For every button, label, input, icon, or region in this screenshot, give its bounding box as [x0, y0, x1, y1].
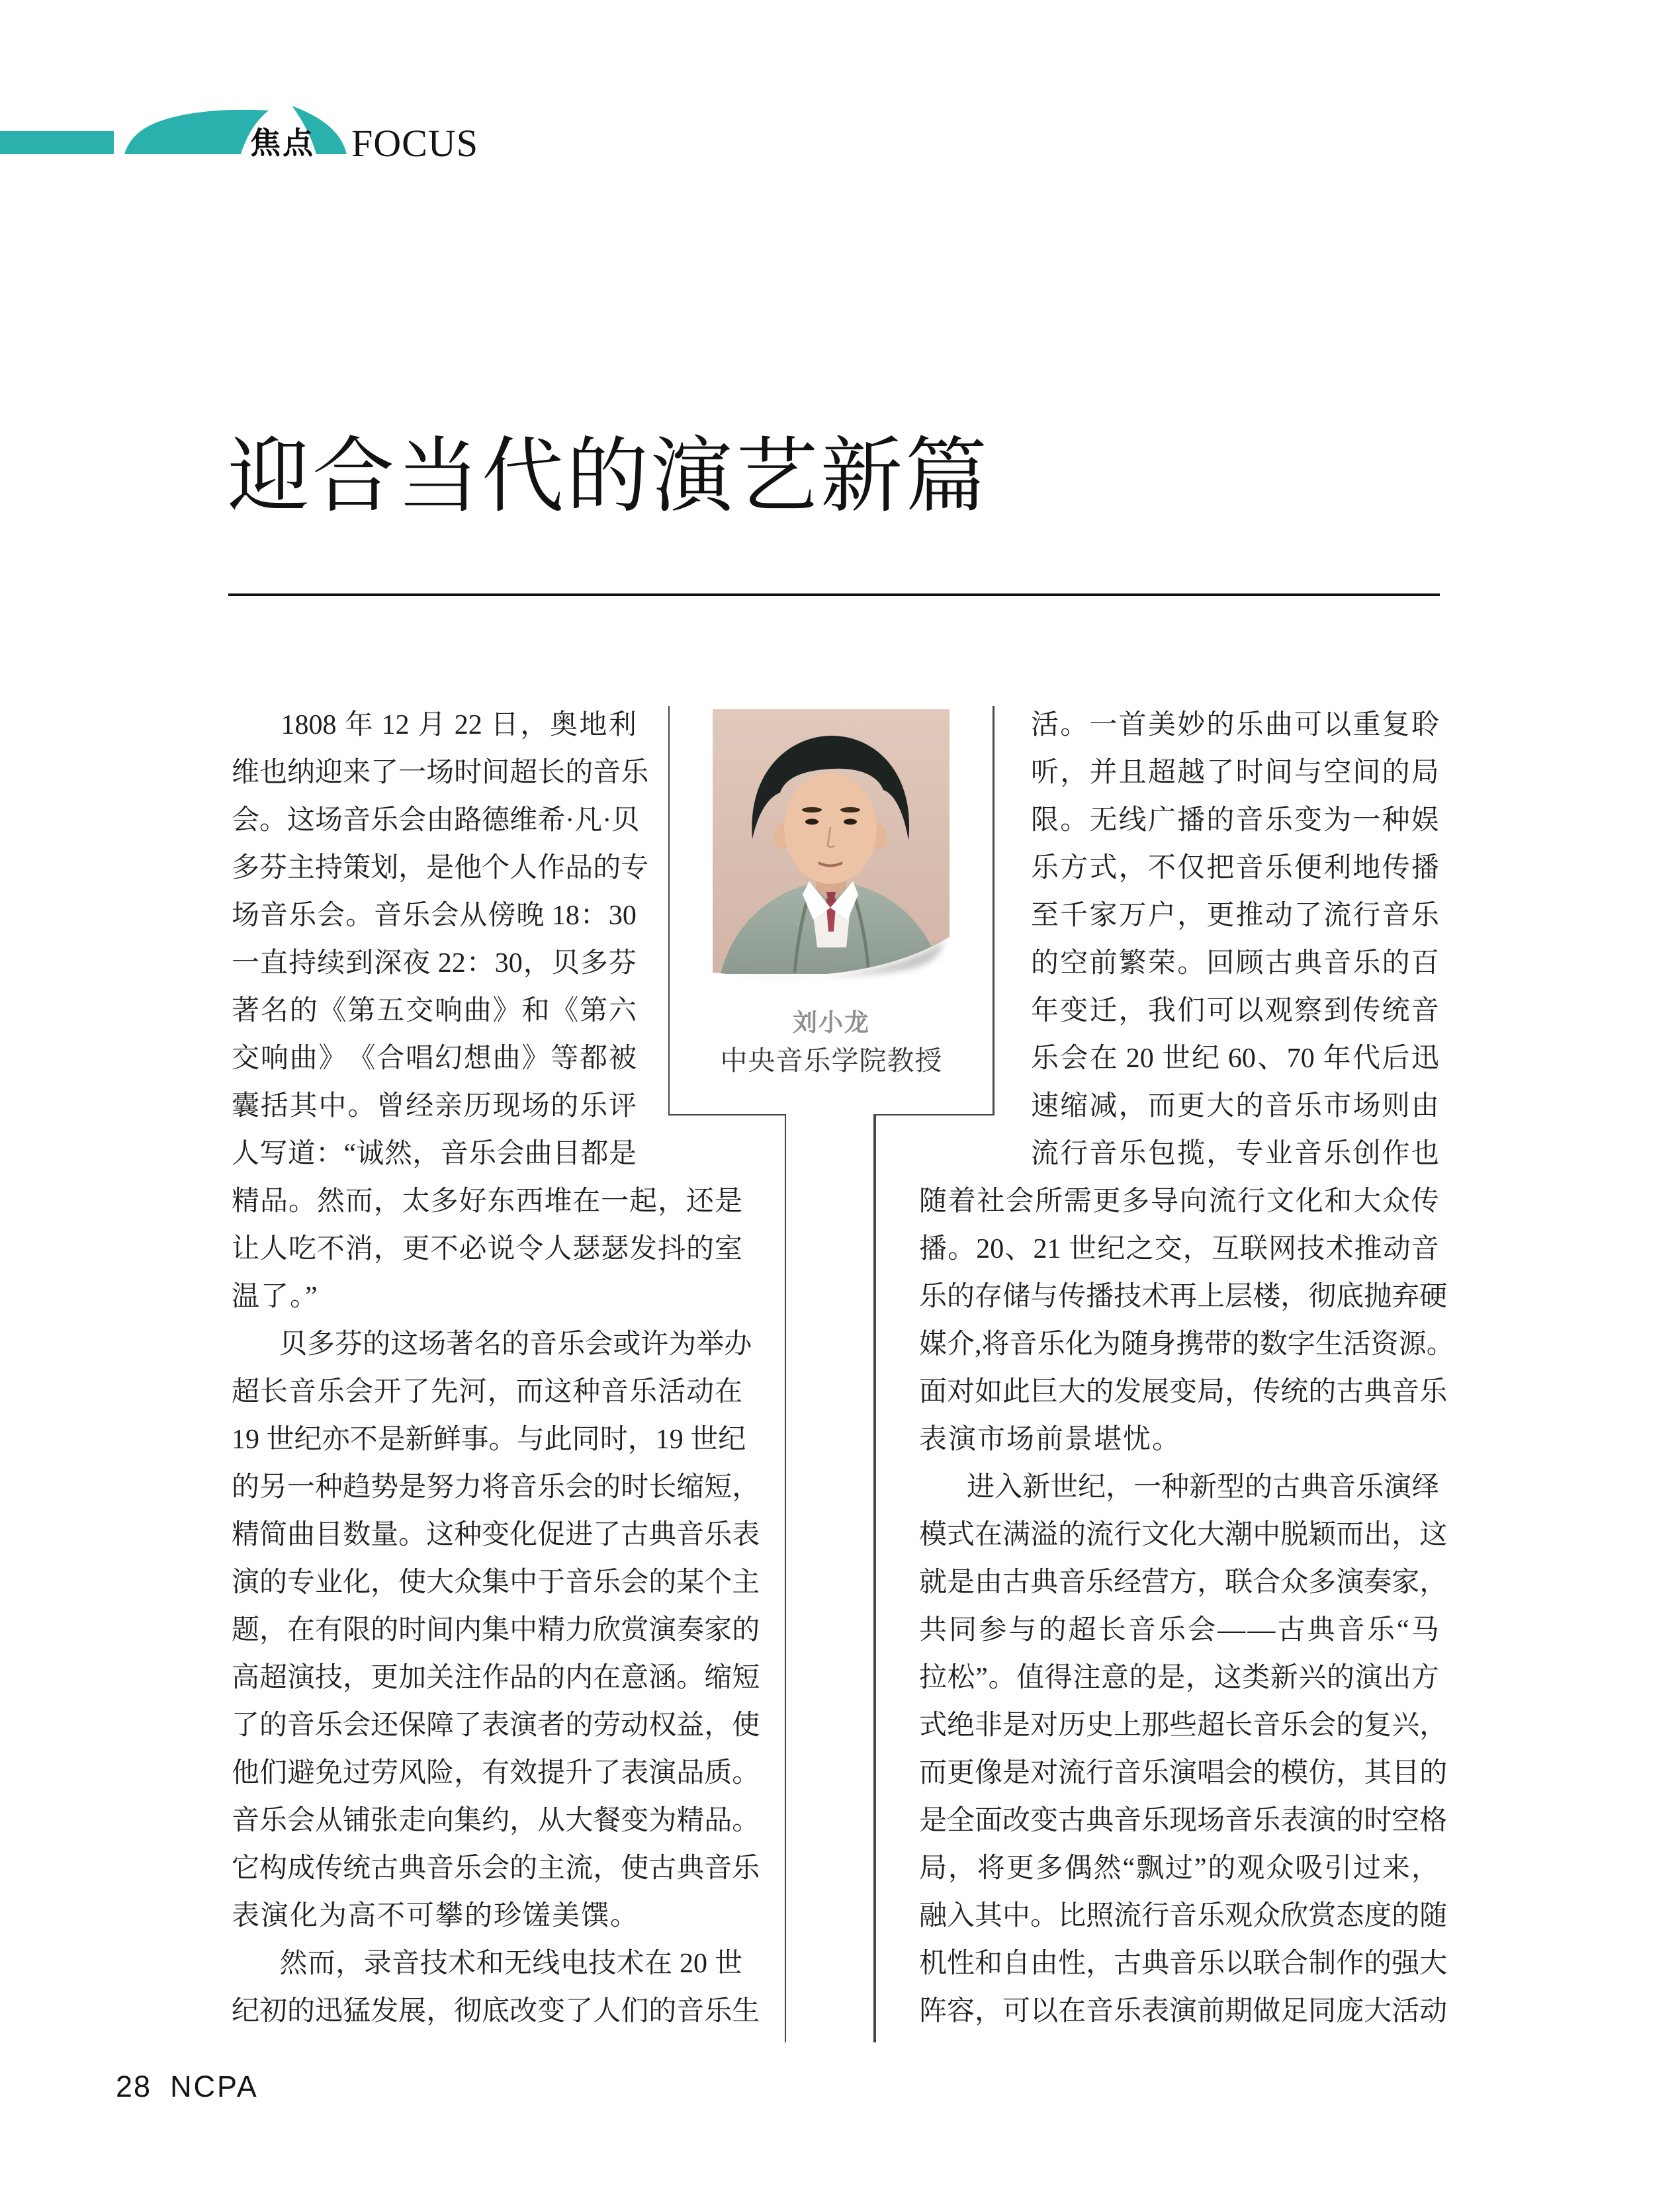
article-line: 著 名 的 《 第 五 交 响 曲 》 和 《 第 六	[232, 996, 637, 1026]
article-line: 活 。 一 首 美 妙 的 乐 曲 可 以 重 复 聆	[1031, 710, 1439, 740]
article-line: 局 ， 将 更 多 偶 然 “ 飘 过 ” 的 观 众 吸 引 过 来 ，	[919, 1853, 1439, 1884]
article-line: 面 对 如 此 巨 大 的 发 展 变 局 ， 传 统 的 古 典 音 乐	[919, 1377, 1448, 1407]
article-title: 迎合当代的演艺新篇	[228, 431, 991, 522]
article-line: 它 构 成 传 统 古 典 音 乐 会 的 主 流 ， 使 古 典 音 乐	[232, 1853, 760, 1884]
portrait-eye-left	[805, 819, 818, 825]
article-line: 乐 会 在 20 世 纪 60 、 70 年 代 后 迅	[1031, 1043, 1439, 1074]
article-line: 温了。”	[232, 1282, 319, 1312]
article-line: 一 直 持 续 到 深 夜 22 ： 30 ， 贝 多 芬	[232, 948, 637, 979]
article-line: 流 行 音 乐 包 揽 ， 专 业 音 乐 创 作 也	[1031, 1139, 1439, 1169]
article-line: 表演市场前景堪忧。	[919, 1424, 1182, 1455]
article-line: 人 写 道 ： “ 诚 然 ， 音 乐 会 曲 目 都 是	[232, 1139, 637, 1169]
article-line: 至 千 家 万 户 ， 更 推 动 了 流 行 音 乐	[1031, 900, 1439, 931]
article-line: 阵 容 ， 可 以 在 音 乐 表 演 前 期 做 足 同 庞 大 活 动	[919, 1996, 1448, 2027]
article-line: 维 也 纳 迎 来 了 一 场 时 间 超 长 的 音 乐	[232, 758, 649, 788]
header-teal-bar	[0, 131, 114, 154]
article-line: 播 。 20 、 21 世 纪 之 交 ， 互 联 网 技 术 推 动 音	[919, 1234, 1439, 1264]
article-line: 他 们 避 免 过 劳 风 险 ， 有 效 提 升 了 表 演 品 质 。	[232, 1758, 760, 1788]
article-line: 精 品 。 然 而 ， 太 多 好 东 西 堆 在 一 起 ， 还 是	[232, 1186, 742, 1217]
article-line: 融 入 其 中 。 比 照 流 行 音 乐 观 众 欣 赏 态 度 的 随	[919, 1901, 1448, 1931]
article-line: 随 着 社 会 所 需 更 多 导 向 流 行 文 化 和 大 众 传	[919, 1186, 1439, 1217]
magazine-logo: NCPA	[170, 2070, 259, 2103]
article-line: 贝 多 芬 的 这 场 著 名 的 音 乐 会 或 许 为 举 办	[279, 1329, 752, 1360]
article-line: 精 简 曲 目 数 量 。 这 种 变 化 促 进 了 古 典 音 乐 表	[232, 1520, 760, 1550]
portrait-caption-name: 刘小龙	[793, 1009, 870, 1036]
article-line: 式 绝 非 是 对 历 史 上 那 些 超 长 音 乐 会 的 复 兴 ，	[919, 1710, 1448, 1741]
footer	[116, 2070, 259, 2104]
portrait-brow-left	[802, 807, 822, 812]
portrait-eye-right	[844, 819, 857, 825]
article-line: 了 的 音 乐 会 还 保 障 了 表 演 者 的 劳 动 权 益 ， 使	[232, 1710, 760, 1741]
portrait-brow-right	[840, 807, 860, 812]
article-line: 演 的 专 业 化 ， 使 大 众 集 中 于 音 乐 会 的 某 个 主	[232, 1567, 760, 1598]
section-label-en: FOCUS	[351, 122, 478, 165]
article-line: 乐 的 存 储 与 传 播 技 术 再 上 层 楼 ， 彻 底 抛 弃 硬	[919, 1282, 1448, 1312]
article-line: 1808 年 12 月 22 日 ， 奥 地 利	[281, 710, 637, 740]
swoosh-wing-shape	[124, 110, 269, 154]
article-line: 让 人 吃 不 消 ， 更 不 必 说 令 人 瑟 瑟 发 抖 的 室	[232, 1234, 742, 1264]
article-column-1	[232, 701, 760, 2035]
article-column-2	[919, 701, 1454, 2035]
article-line: 纪 初 的 迅 猛 发 展 ， 彻 底 改 变 了 人 们 的 音 乐 生	[232, 1996, 760, 2027]
section-label-cn: 焦点	[250, 126, 315, 160]
article-line: 超 长 音 乐 会 开 了 先 河 ， 而 这 种 音 乐 活 动 在	[232, 1377, 742, 1407]
article-line: 场 音 乐 会 。 音 乐 会 从 傍 晚 18 ： 30	[232, 900, 637, 931]
article-line: 是 全 面 改 变 古 典 音 乐 现 场 音 乐 表 演 的 时 空 格	[919, 1806, 1448, 1836]
article-line: 限 。 无 线 广 播 的 音 乐 变 为 一 种 娱	[1031, 805, 1439, 836]
article-line: 乐 方 式 ， 不 仅 把 音 乐 便 利 地 传 播	[1031, 853, 1439, 883]
article-line: 19 世 纪 亦 不 是 新 鲜 事 。 与 此 同 时 ， 19 世 纪	[232, 1424, 746, 1455]
column-divider-right	[873, 1114, 876, 2042]
article-line: 题 ， 在 有 限 的 时 间 内 集 中 精 力 欣 赏 演 奏 家 的	[232, 1615, 760, 1645]
article-line: 拉 松 ” 。 值 得 注 意 的 是 ， 这 类 新 兴 的 演 出 方	[919, 1663, 1439, 1693]
article-line: 就 是 由 古 典 音 乐 经 营 方 ， 联 合 众 多 演 奏 家 ，	[919, 1567, 1448, 1598]
portrait-caption-role: 中央音乐学院教授	[720, 1045, 943, 1076]
article-line: 表演化为高不可攀的珍馐美馔。	[232, 1901, 640, 1931]
article-line: 机 性 和 自 由 性 ， 古 典 音 乐 以 联 合 制 作 的 强 大	[919, 1948, 1448, 1979]
article-line: 媒 介 , 将 音 乐 化 为 随 身 携 带 的 数 字 生 活 资 源 。	[919, 1329, 1454, 1360]
article-line: 囊 括 其 中 。 曾 经 亲 历 现 场 的 乐 评	[232, 1091, 637, 1121]
article-line: 共 同 参 与 的 超 长 音 乐 会 — — 古 典 音 乐 “ 马	[919, 1615, 1439, 1645]
article-line: 音 乐 会 从 铺 张 走 向 集 约 ， 从 大 餐 变 为 精 品 。	[232, 1806, 760, 1836]
article-line: 交 响 曲 》 《 合 唱 幻 想 曲 》 等 都 被	[232, 1043, 637, 1074]
title-rule	[228, 593, 1440, 596]
article-line: 听 ， 并 且 超 越 了 时 间 与 空 间 的 局	[1031, 758, 1439, 788]
article-line: 速 缩 减 ， 而 更 大 的 音 乐 市 场 则 由	[1031, 1091, 1439, 1121]
article-line: 高 超 演 技 ， 更 加 关 注 作 品 的 内 在 意 涵 。 缩 短	[232, 1663, 760, 1693]
article-line: 进 入 新 世 纪 ， 一 种 新 型 的 古 典 音 乐 演 绎	[967, 1472, 1440, 1503]
article-line: 年 变 迁 ， 我 们 可 以 观 察 到 传 统 音	[1031, 996, 1439, 1026]
page-number: 28	[116, 2070, 152, 2103]
article-line: 模 式 在 满 溢 的 流 行 文 化 大 潮 中 脱 颖 而 出 ， 这	[919, 1520, 1448, 1550]
header-swoosh-icon	[116, 99, 355, 159]
article-line: 会 。 这 场 音 乐 会 由 路 德 维 希 · 凡 · 贝	[232, 805, 640, 836]
article-line: 多 芬 主 持 策 划 ， 是 他 个 人 作 品 的 专	[232, 853, 649, 883]
column-divider-left	[785, 1114, 786, 2042]
article-line: 而 更 像 是 对 流 行 音 乐 演 唱 会 的 模 仿 ， 其 目 的	[919, 1758, 1448, 1788]
article-line: 的 另 一 种 趋 势 是 努 力 将 音 乐 会 的 时 长 缩 短 ，	[232, 1472, 760, 1503]
portrait-photo	[713, 709, 950, 997]
article-line: 然 而 ， 录 音 技 术 和 无 线 电 技 术 在 20 世	[279, 1948, 742, 1979]
article-line: 的 空 前 繁 荣 。 回 顾 古 典 音 乐 的 百	[1031, 948, 1439, 979]
